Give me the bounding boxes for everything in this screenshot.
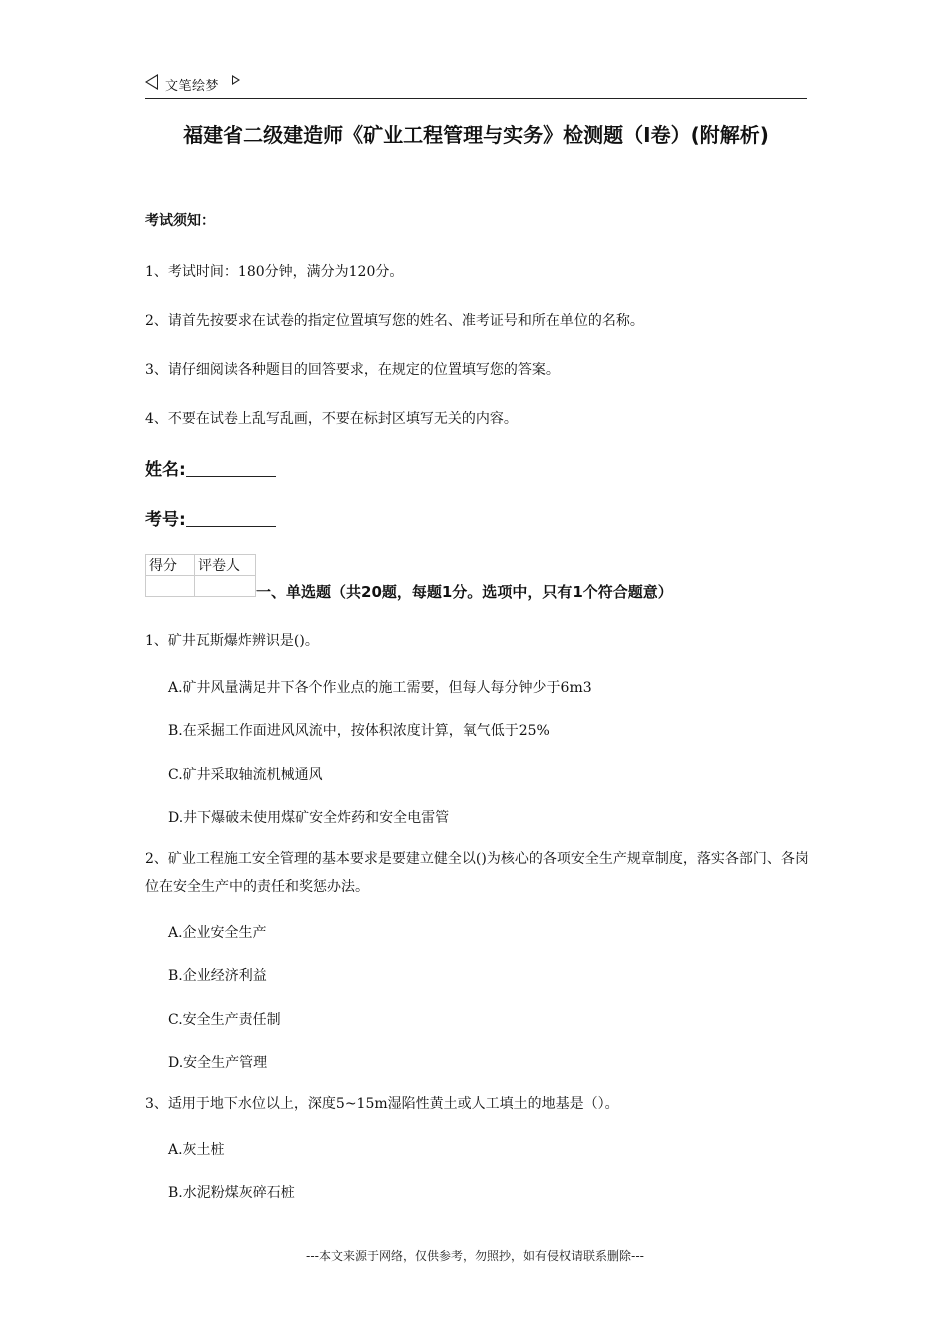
notice-item: 4、不要在试卷上乱写乱画，不要在标封区填写无关的内容。 [145, 411, 518, 427]
page-header [145, 72, 807, 99]
question-stem: 1、矿井瓦斯爆炸辨识是()。 [145, 633, 319, 649]
question-stem: 3、适用于地下水位以上，深度5~15m湿陷性黄土或人工填土的地基是（）。 [145, 1096, 619, 1112]
question-option: C.安全生产责任制 [168, 1012, 281, 1028]
question-option: D.安全生产管理 [168, 1055, 268, 1071]
header-brand: 文笔绘梦 [165, 79, 220, 94]
name-field [145, 455, 276, 480]
grader-header: 评卷人 [195, 555, 256, 576]
name-blank[interactable] [186, 458, 276, 477]
score-cell[interactable] [146, 576, 195, 597]
section-heading: 一、单选题（共20题，每题1分。选项中，只有1个符合题意） [256, 583, 673, 601]
notice-item: 2、请首先按要求在试卷的指定位置填写您的姓名、准考证号和所在单位的名称。 [145, 313, 644, 329]
id-field [145, 505, 276, 530]
id-blank[interactable] [186, 508, 276, 527]
grader-cell[interactable] [195, 576, 256, 597]
triangle-right-icon [232, 75, 240, 85]
question-option: B.在采掘工作面进风风流中，按体积浓度计算，氧气低于25% [168, 723, 550, 739]
question-option: A.矿井风量满足井下各个作业点的施工需要，但每人每分钟少于6m3 [168, 680, 592, 696]
notice-item: 1、考试时间：180分钟，满分为120分。 [145, 264, 404, 280]
score-table [145, 554, 256, 597]
question-option: A.灰土桩 [168, 1142, 225, 1158]
question-option: A.企业安全生产 [168, 925, 267, 941]
question-stem: 2、矿业工程施工安全管理的基本要求是要建立健全以()为核心的各项安全生产规章制度，落实各部门、各岗位在安全生产中的责任和奖惩办法。 [145, 851, 809, 895]
id-label: 考号: [145, 510, 186, 530]
name-label: 姓名: [145, 460, 186, 480]
score-header: 得分 [146, 555, 195, 576]
question-option: B.企业经济利益 [168, 968, 267, 984]
question-option: B.水泥粉煤灰碎石桩 [168, 1185, 295, 1201]
notice-item: 3、请仔细阅读各种题目的回答要求，在规定的位置填写您的答案。 [145, 362, 560, 378]
question-option: D.井下爆破未使用煤矿安全炸药和安全电雷管 [168, 810, 450, 826]
triangle-left-icon [145, 74, 158, 90]
question-option: C.矿井采取轴流机械通风 [168, 767, 323, 783]
document-title: 福建省二级建造师《矿业工程管理与实务》检测题（I卷）(附解析) [183, 123, 769, 147]
notice-heading: 考试须知： [145, 213, 215, 229]
page-footer: ---本文来源于网络，仅供参考，勿照抄，如有侵权请联系删除--- [306, 1249, 644, 1263]
